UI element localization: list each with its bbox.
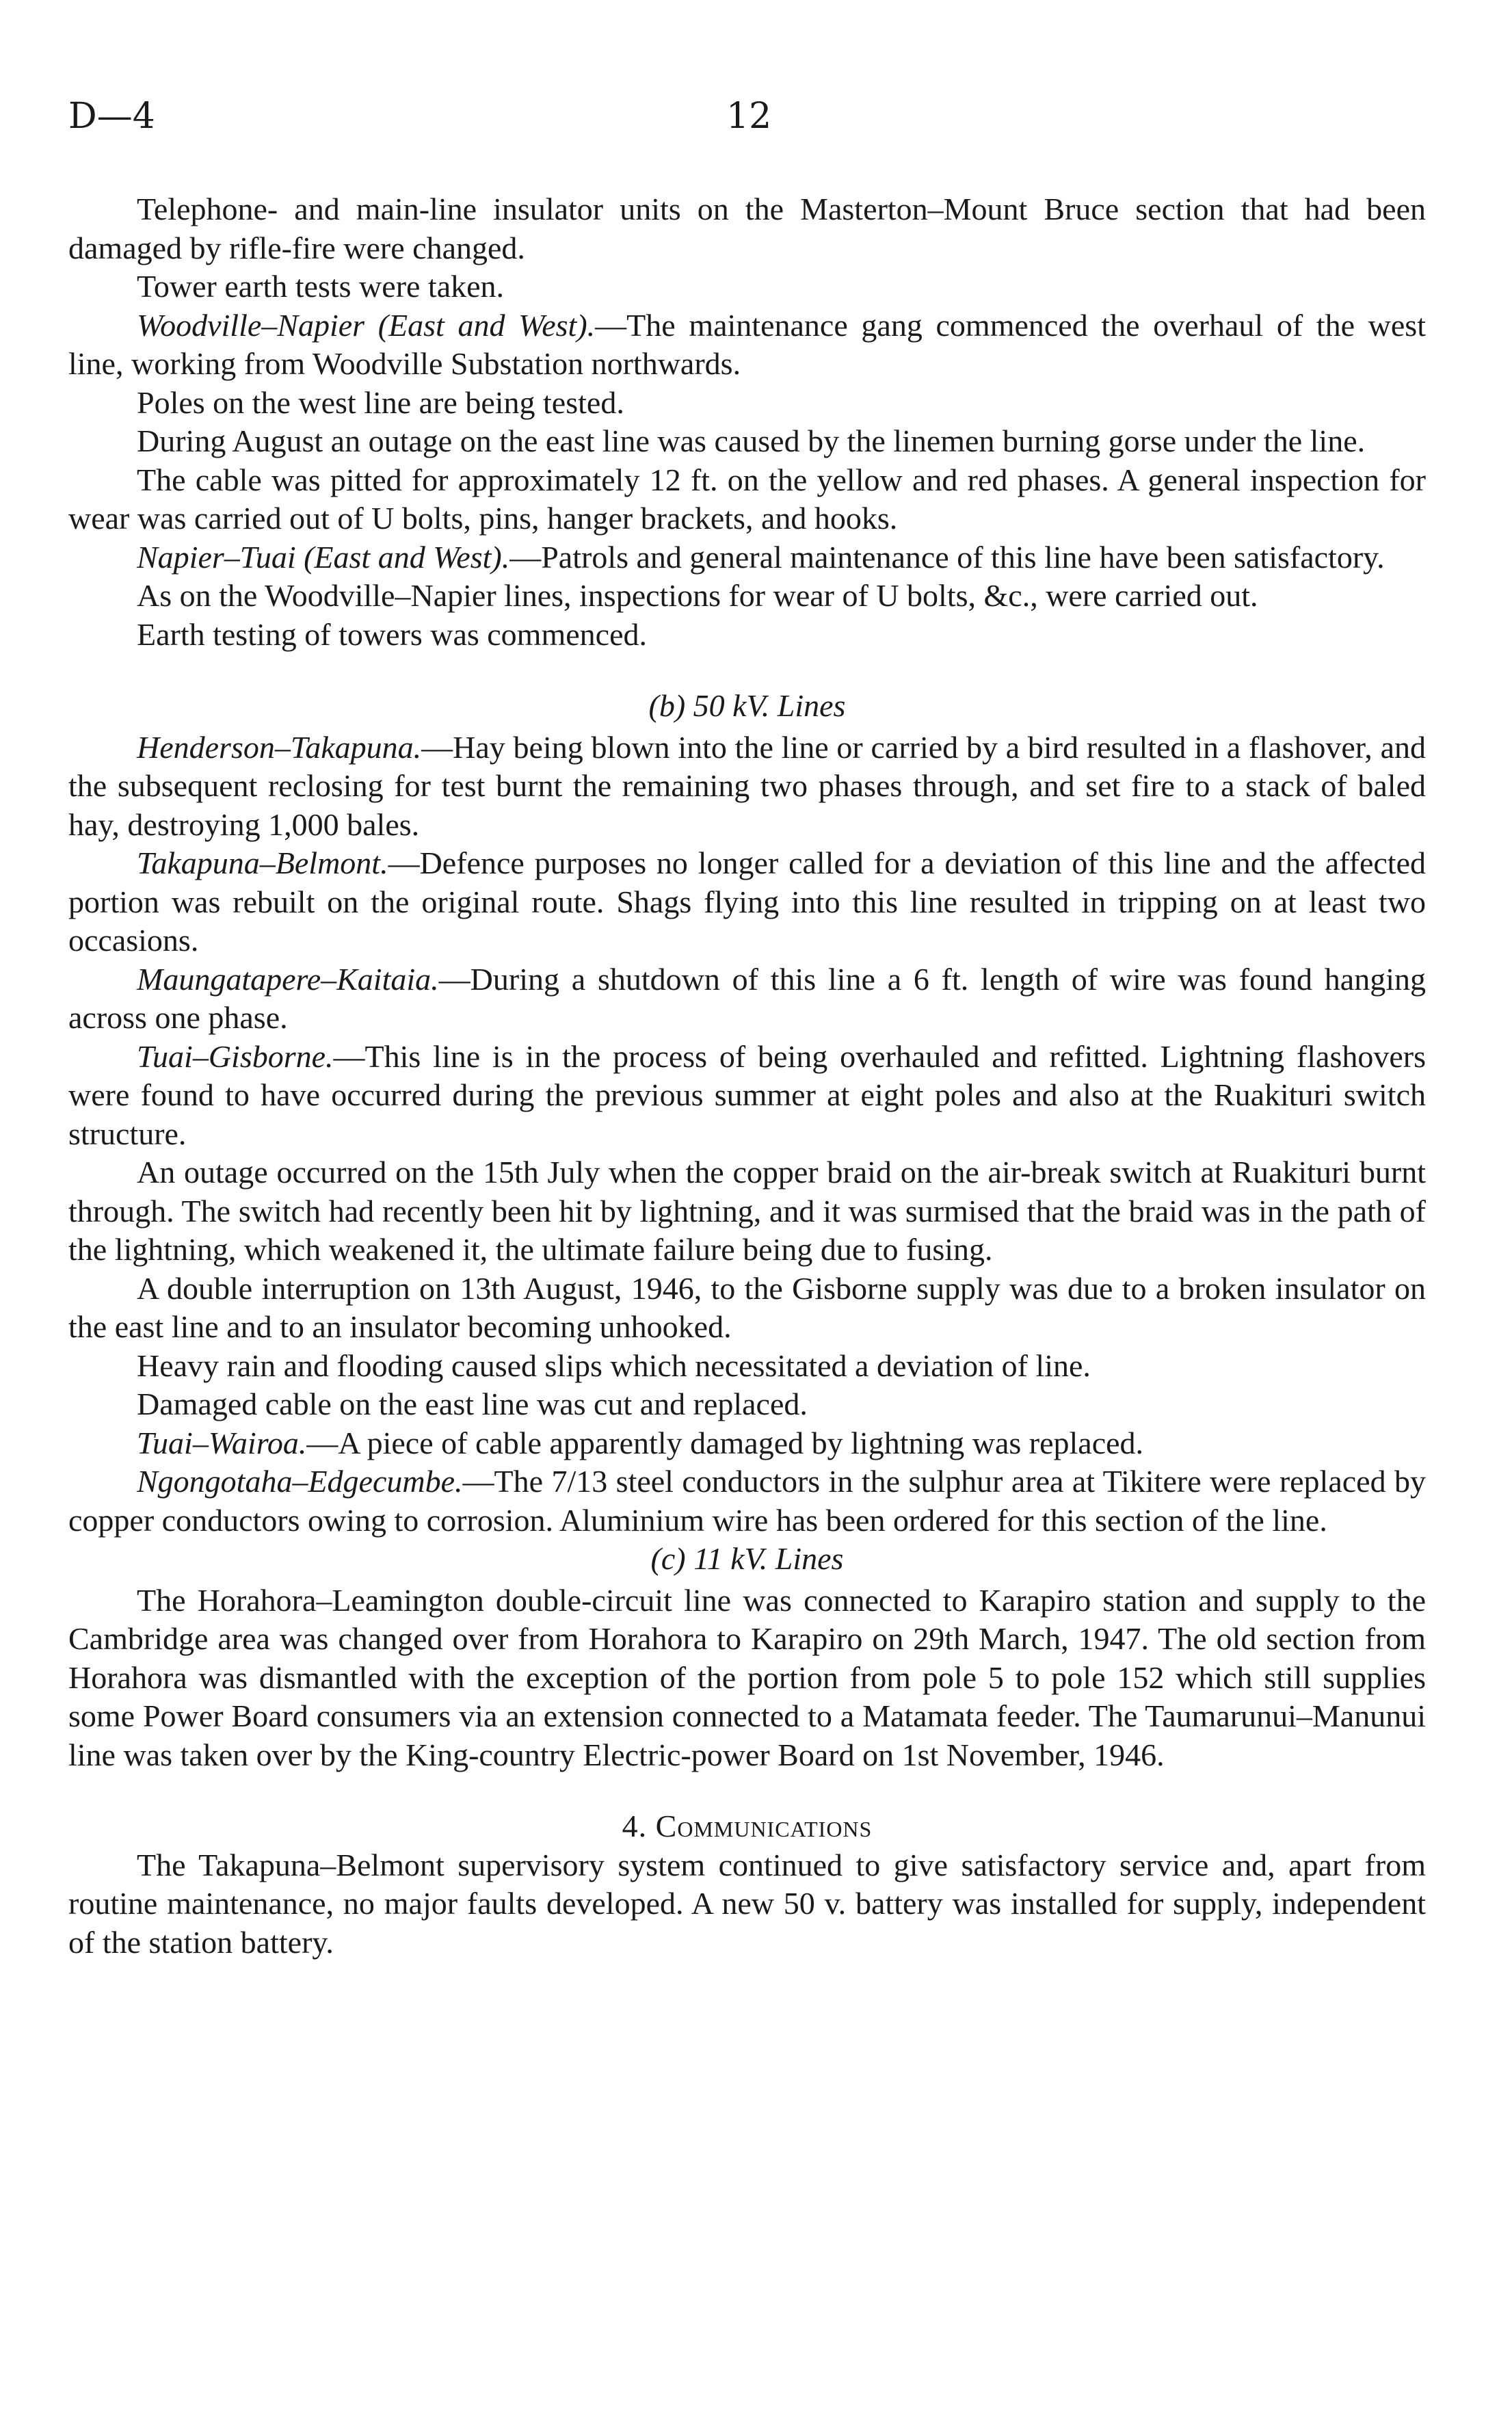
page-header (68, 96, 1426, 150)
paragraph: A double interruption on 13th August, 1946, to the Gisborne supply was due to a broken insulator on the east line and to an insulator becoming unhooked. (68, 1270, 1426, 1344)
paragraph-text: —The 7/13 steel conductors in the sulphur area at Tikitere were replaced by copper conductors owing to corrosion. Aluminium wire has been ordered for this section of the line. (68, 1464, 1426, 1538)
document-page (68, 96, 1426, 1962)
paragraph-text: —During a shutdown of this line a 6 ft. length of wire was found hanging across one phase. (68, 961, 1426, 1035)
paragraph: Telephone- and main-line insulator units on the Masterton–Mount Bruce section that had been damaged by rifle-fire were changed. (68, 192, 1426, 265)
paragraph-title: Ngongotaha–Edgecumbe. (137, 1464, 463, 1499)
paragraph: The Takapuna–Belmont supervisory system continued to give satisfactory service and, apart from routine maintenance, no major faults developed. A new 50 v. battery was installed for supply, independent of the station battery. (68, 1847, 1426, 1960)
paragraph-text: —Hay being blown into the line or carried by a bird resulted in a flashover, and the subsequent reclosing for test burnt the remaining two phases through, and set fire to a stack of baled hay, destroying 1,000 bales. (68, 729, 1426, 842)
document-body (68, 190, 1426, 1962)
paragraph-title: Tuai–Wairoa. (137, 1425, 307, 1460)
paragraph-text: —This line is in the process of being overhauled and refitted. Lightning flashovers were found to have occurred during the previous summer at eight poles and also at the Ruakituri switch structure. (68, 1038, 1426, 1151)
paragraph-text: —Patrols and general maintenance of this line have been satisfactory. (509, 539, 1385, 575)
paragraph (68, 960, 1426, 1038)
paragraph: Heavy rain and flooding caused slips which necessitated a deviation of line. (137, 1348, 1091, 1383)
paragraph (68, 728, 1426, 845)
section-heading-communications: 4. Communications (622, 1809, 873, 1843)
paragraph: Earth testing of towers was commenced. (137, 616, 647, 652)
paragraph-title: Napier–Tuai (East and West). (137, 539, 510, 575)
paragraph-title: Maungatapere–Kaitaia. (137, 961, 439, 997)
paragraph (68, 306, 1426, 384)
paragraph (68, 844, 1426, 960)
paragraph (68, 538, 1426, 577)
paragraph-text: —Defence purposes no longer called for a deviation of this line and the affected portion was rebuilt on the original route. Shags flying into this line resulted in tripping on at least two occasions. (68, 845, 1426, 958)
paragraph: The cable was pitted for approximately 12 ft. on the yellow and red phases. A general inspection for wear was carried out of U bolts, pins, hanger brackets, and hooks. (68, 462, 1426, 536)
paragraph: Damaged cable on the east line was cut and replaced. (137, 1387, 808, 1421)
paragraph (68, 1424, 1426, 1463)
paragraph-title: Woodville–Napier (East and West). (137, 307, 596, 343)
paragraph-text: —The maintenance gang commenced the overhaul of the west line, working from Woodville Substation northwards. (68, 307, 1426, 381)
paragraph-title: Takapuna–Belmont. (137, 845, 388, 880)
document-reference: D—4 (68, 96, 155, 137)
section-heading-b: (b) 50 kV. Lines (648, 688, 846, 723)
section-heading-c: (c) 11 kV. Lines (650, 1541, 844, 1576)
paragraph: Tower earth tests were taken. (137, 269, 505, 304)
paragraph: The Horahora–Leamington double-circuit line was connected to Karapiro station and supply to the Cambridge area was changed over from Horahora to Karapiro on 29th March, 1947. The old section from Horahora was dismantled with the exception of the portion from pole 5 to pole 152 which still supplies some Power Board consumers via an extension connected to a Matamata feeder. The Taumarunui–Manunui line was taken over by the King-country Electric-power Board on 1st November, 1946. (68, 1582, 1426, 1772)
paragraph (68, 1038, 1426, 1154)
paragraph-title: Tuai–Gisborne. (137, 1038, 334, 1074)
paragraph-title: Henderson–Takapuna. (137, 729, 422, 765)
paragraph: As on the Woodville–Napier lines, inspections for wear of U bolts, &c., were carried out. (137, 578, 1258, 613)
paragraph: An outage occurred on the 15th July when the copper braid on the air-break switch at Ruakituri burnt through. The switch had recently been hit by lightning, and it was surmised that the braid was in the path of the lightning, which weakened it, the ultimate failure being due to fusing. (68, 1155, 1426, 1267)
paragraph: During August an outage on the east line was caused by the linemen burning gorse under the line. (137, 423, 1366, 458)
paragraph (68, 1462, 1426, 1540)
paragraph: Poles on the west line are being tested. (137, 384, 624, 420)
paragraph-text: —A piece of cable apparently damaged by lightning was replaced. (306, 1425, 1144, 1460)
page-number: 12 (726, 96, 772, 137)
